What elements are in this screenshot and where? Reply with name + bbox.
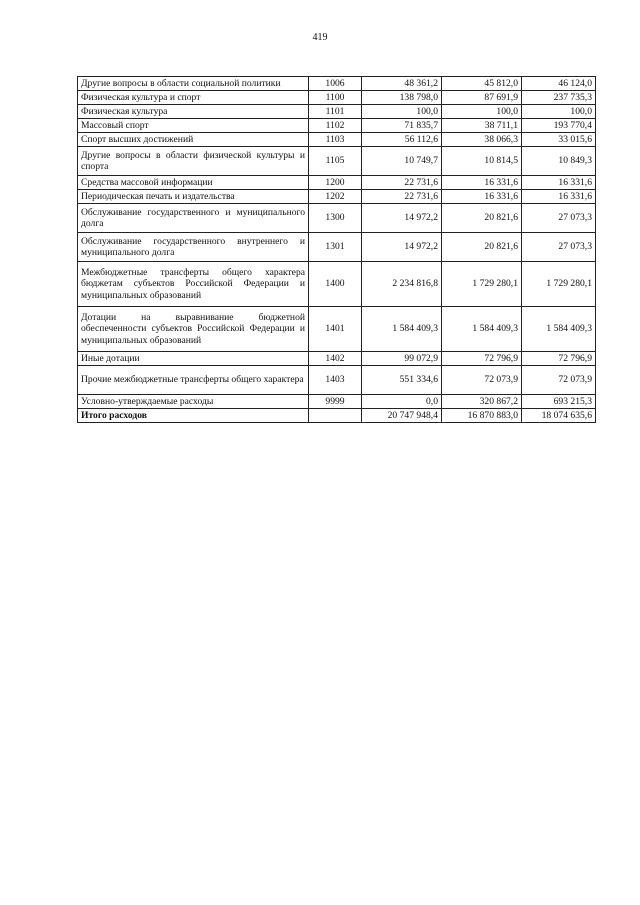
- total-row: [78, 409, 596, 423]
- row-value-1: 0,0: [362, 395, 442, 409]
- total-value-2: 16 870 883,0: [442, 409, 522, 423]
- row-value-2: 100,0: [442, 105, 522, 119]
- row-code: 1402: [309, 352, 362, 366]
- row-value-2: 1 729 280,1: [442, 262, 522, 307]
- row-name: Обслуживание государственного внутреннего и муниципального долга: [78, 233, 309, 262]
- row-value-2: 72 073,9: [442, 366, 522, 395]
- table-row: [78, 119, 596, 133]
- row-name: Средства массовой информации: [78, 176, 309, 190]
- row-value-2: 10 814,5: [442, 147, 522, 176]
- row-value-3: 72 796,9: [522, 352, 596, 366]
- row-code: 1301: [309, 233, 362, 262]
- table-row: [78, 147, 596, 176]
- row-value-1: 22 731,6: [362, 176, 442, 190]
- row-value-1: 22 731,6: [362, 190, 442, 204]
- row-value-3: 27 073,3: [522, 204, 596, 233]
- table-row: [78, 395, 596, 409]
- table-row: [78, 204, 596, 233]
- row-value-3: 1 729 280,1: [522, 262, 596, 307]
- row-code: 1105: [309, 147, 362, 176]
- row-value-3: 33 015,6: [522, 133, 596, 147]
- table-row: [78, 233, 596, 262]
- row-name: Физическая культура: [78, 105, 309, 119]
- row-value-3: 693 215,3: [522, 395, 596, 409]
- row-name: Другие вопросы в области физической культуры и спорта: [78, 147, 309, 176]
- row-value-2: 38 711,1: [442, 119, 522, 133]
- row-name: Обслуживание государственного и муниципального долга: [78, 204, 309, 233]
- table-row: [78, 176, 596, 190]
- row-value-3: 16 331,6: [522, 190, 596, 204]
- row-value-1: 10 749,7: [362, 147, 442, 176]
- table-row: [78, 91, 596, 105]
- table-row: [78, 105, 596, 119]
- table-row: [78, 366, 596, 395]
- row-name: Условно-утверждаемые расходы: [78, 395, 309, 409]
- row-value-1: 48 361,2: [362, 77, 442, 91]
- row-name: Периодическая печать и издательства: [78, 190, 309, 204]
- table-row: [78, 352, 596, 366]
- row-value-2: 16 331,6: [442, 190, 522, 204]
- row-code: 1006: [309, 77, 362, 91]
- row-code: 1300: [309, 204, 362, 233]
- row-name: Прочие межбюджетные трансферты общего характера: [78, 366, 309, 395]
- total-value-1: 20 747 948,4: [362, 409, 442, 423]
- row-name: Межбюджетные трансферты общего характера бюджетам субъектов Российской Федерации и муниципальных образований: [78, 262, 309, 307]
- row-value-3: 237 735,3: [522, 91, 596, 105]
- table-row: [78, 262, 596, 307]
- row-name: Другие вопросы в области социальной политики: [78, 77, 309, 91]
- row-value-3: 193 770,4: [522, 119, 596, 133]
- row-code: 1202: [309, 190, 362, 204]
- row-value-1: 2 234 816,8: [362, 262, 442, 307]
- row-value-1: 99 072,9: [362, 352, 442, 366]
- row-value-2: 72 796,9: [442, 352, 522, 366]
- row-code: 9999: [309, 395, 362, 409]
- expenditure-table: [77, 76, 596, 423]
- row-code: 1100: [309, 91, 362, 105]
- row-value-2: 320 867,2: [442, 395, 522, 409]
- row-code: 1102: [309, 119, 362, 133]
- row-value-1: 56 112,6: [362, 133, 442, 147]
- row-code: 1200: [309, 176, 362, 190]
- row-code: 1403: [309, 366, 362, 395]
- row-value-1: 100,0: [362, 105, 442, 119]
- row-code: 1103: [309, 133, 362, 147]
- row-value-2: 1 584 409,3: [442, 307, 522, 352]
- table-row: [78, 133, 596, 147]
- row-code: 1400: [309, 262, 362, 307]
- row-value-3: 10 849,3: [522, 147, 596, 176]
- row-name: Массовый спорт: [78, 119, 309, 133]
- row-value-1: 14 972,2: [362, 204, 442, 233]
- row-name: Спорт высших достижений: [78, 133, 309, 147]
- row-value-2: 87 691,9: [442, 91, 522, 105]
- row-value-2: 45 812,0: [442, 77, 522, 91]
- row-value-2: 38 066,3: [442, 133, 522, 147]
- page-number: 419: [312, 32, 328, 43]
- row-value-2: 20 821,6: [442, 233, 522, 262]
- row-name: Иные дотации: [78, 352, 309, 366]
- row-value-1: 138 798,0: [362, 91, 442, 105]
- row-name: Физическая культура и спорт: [78, 91, 309, 105]
- row-value-3: 27 073,3: [522, 233, 596, 262]
- total-code: [309, 409, 362, 423]
- table-row: [78, 190, 596, 204]
- row-value-3: 46 124,0: [522, 77, 596, 91]
- total-value-3: 18 074 635,6: [522, 409, 596, 423]
- row-value-3: 16 331,6: [522, 176, 596, 190]
- row-value-3: 1 584 409,3: [522, 307, 596, 352]
- row-value-2: 20 821,6: [442, 204, 522, 233]
- row-value-1: 14 972,2: [362, 233, 442, 262]
- row-code: 1401: [309, 307, 362, 352]
- row-value-3: 100,0: [522, 105, 596, 119]
- row-value-1: 1 584 409,3: [362, 307, 442, 352]
- row-code: 1101: [309, 105, 362, 119]
- row-value-3: 72 073,9: [522, 366, 596, 395]
- row-value-2: 16 331,6: [442, 176, 522, 190]
- total-label: Итого расходов: [78, 409, 309, 423]
- table-row: [78, 307, 596, 352]
- table-row: [78, 77, 596, 91]
- row-value-1: 551 334,6: [362, 366, 442, 395]
- row-name: Дотации на выравнивание бюджетной обеспеченности субъектов Российской Федерации и муниципальных образований: [78, 307, 309, 352]
- row-value-1: 71 835,7: [362, 119, 442, 133]
